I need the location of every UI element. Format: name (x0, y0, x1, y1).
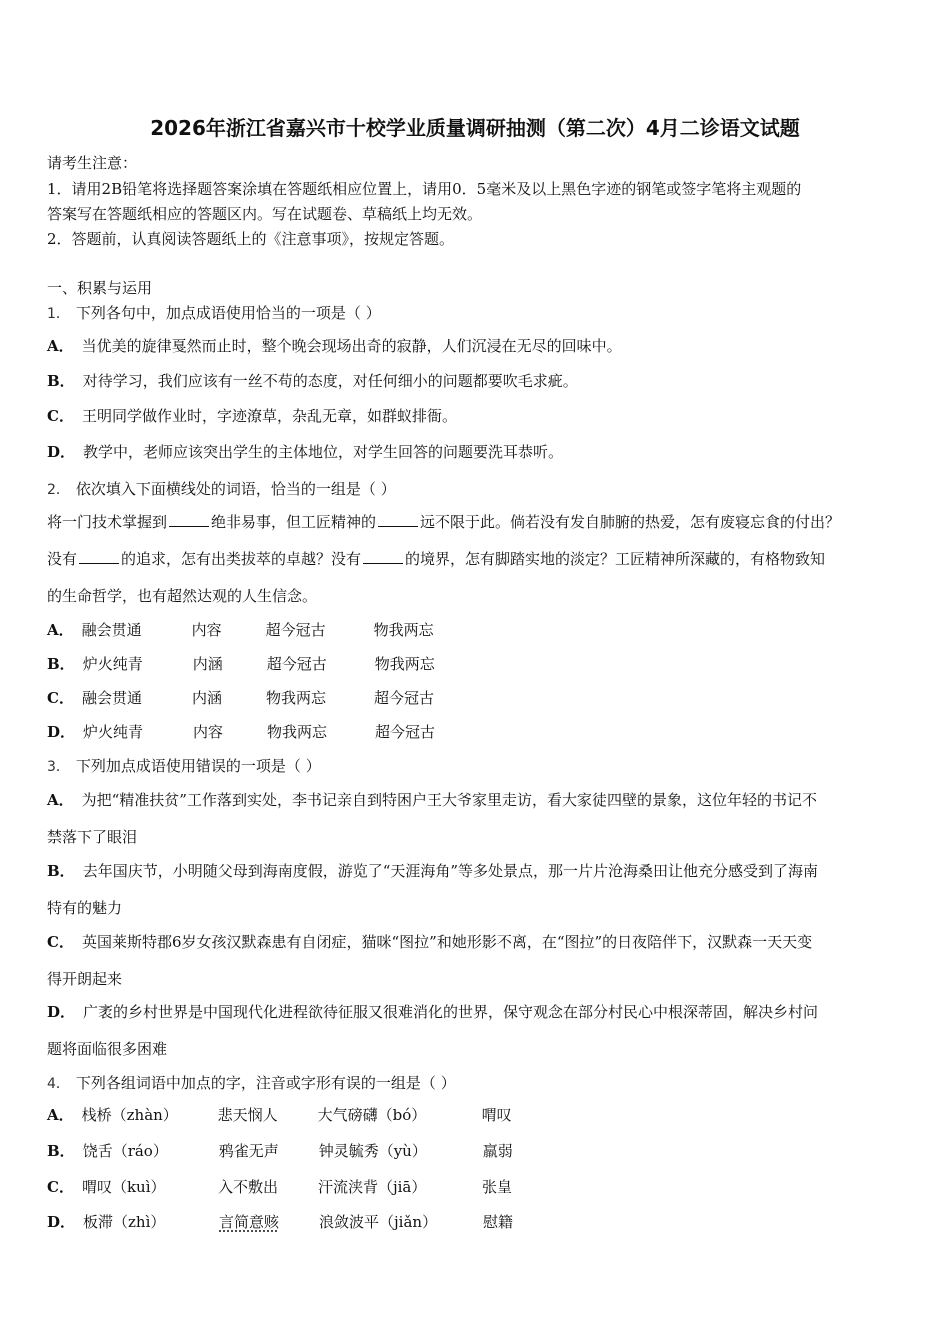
q4-option-b: B． 饶舌（ráo） 鸦雀无声 钟灵毓秀（yù） 羸弱 (47, 1142, 513, 1160)
question-2-stem (47, 478, 396, 499)
question-text: 依次填入下面横线处的词语，恰当的一组是（ ） (75, 480, 396, 498)
notice-line-1: 1．请用2B铅笔将选择题答案涂填在答题纸相应位置上，请用0．5毫米及以上黑色字迹的钢笔或签字笔将主观题的 (47, 180, 802, 198)
q1-option-d: D． 教学中，老师应该突出学生的主体地位，对学生回答的问题要洗耳恭听。 (47, 443, 564, 461)
q2-passage-line-1: 将一门技术掌握到 绝非易事，但工匠精神的 远不限于此。倘若没有发自肺腑的热爱，怎有废寝忘食的付出？ (47, 513, 841, 531)
q3-option-c: C． 英国莱斯特郡6岁女孩汉默森患有自闭症，猫咪“图拉”和她形影不离，在“图拉”的日夜陪伴下，汉默森一天天变 (47, 933, 813, 951)
q3-option-a-cont: 禁落下了眼泪 (47, 828, 138, 846)
question-text: 下列各句中，加点成语使用恰当的一项是（ ） (75, 304, 381, 322)
q4-option-a: A． 栈桥（zhàn） 悲天悯人 大气磅礴（bó） 喟叹 (47, 1106, 512, 1124)
q2-option-b: B． 炉火纯青 内涵 超今冠古 物我两忘 (47, 655, 435, 673)
notice-heading: 请考生注意： (47, 154, 138, 172)
q2-option-d: D． 炉火纯青 内容 物我两忘 超今冠古 (47, 723, 436, 741)
q1-option-b: B． 对待学习，我们应该有一丝不苟的态度，对任何细小的问题都要吹毛求疵。 (47, 372, 578, 390)
question-number: 1． (47, 306, 70, 322)
notice-line-3: 2．答题前，认真阅读答题纸上的《注意事项》，按规定答题。 (47, 230, 455, 248)
q4-option-c: C． 喟叹（kuì） 入不敷出 汗流浃背（jiā） 张皇 (47, 1178, 512, 1196)
fill-blank (79, 549, 119, 564)
q2-passage-line-3: 的生命哲学，也有超然达观的人生信念。 (47, 587, 318, 605)
question-3-stem (47, 755, 321, 776)
q3-option-c-cont: 得开朗起来 (47, 970, 123, 988)
question-number: 3． (47, 759, 70, 775)
question-1-stem (47, 302, 381, 323)
q3-option-d-cont: 题将面临很多困难 (47, 1040, 168, 1058)
page-title: 2026年浙江省嘉兴市十校学业质量调研抽测（第二次）4月二诊语文试题 (150, 116, 800, 140)
question-text: 下列各组词语中加点的字，注音或字形有误的一组是（ ） (75, 1074, 456, 1092)
q1-option-a: A． 当优美的旋律戛然而止时，整个晚会现场出奇的寂静，人们沉浸在无尽的回味中。 (47, 337, 622, 355)
section-heading: 一、积累与运用 (47, 279, 153, 297)
q1-option-c: C． 王明同学做作业时，字迹潦草，杂乱无章，如群蚁排衙。 (47, 407, 457, 425)
q3-option-d: D． 广袤的乡村世界是中国现代化进程欲待征服又很难消化的世界，保守观念在部分村民心中根深蒂固，解决乡村问 (47, 1003, 819, 1021)
question-text: 下列加点成语使用错误的一项是（ ） (75, 757, 321, 775)
question-number: 4． (47, 1076, 70, 1092)
q3-option-a: A． 为把“精准扶贫”工作落到实处，李书记亲自到特困户王大爷家里走访，看大家徒四壁的景象，这位年轻的书记不 (47, 791, 817, 809)
fill-blank (363, 549, 403, 564)
q2-option-c: C． 融会贯通 内涵 物我两忘 超今冠古 (47, 689, 434, 707)
q4-option-d: D． 板滞（zhì） 言简意赅 浪敛波平（jiǎn） 慰籍 (47, 1213, 514, 1231)
q3-option-b-cont: 特有的魅力 (47, 899, 123, 917)
fill-blank (378, 512, 418, 527)
question-4-stem (47, 1072, 456, 1093)
q3-option-b: B． 去年国庆节，小明随父母到海南度假，游览了“天涯海角”等多处景点，那一片片沧海桑田让他充分感受到了海南 (47, 862, 819, 880)
notice-line-2: 答案写在答题纸相应的答题区内。写在试题卷、草稿纸上均无效。 (47, 205, 483, 223)
question-number: 2． (47, 482, 70, 498)
q2-passage-line-2: 没有 的追求，怎有出类拔萃的卓越？没有 的境界，怎有脚踏实地的淡定？工匠精神所深藏的，有格物致知 (47, 550, 826, 568)
fill-blank (169, 512, 209, 527)
q2-option-a: A． 融会贯通 内容 超今冠古 物我两忘 (47, 621, 434, 639)
